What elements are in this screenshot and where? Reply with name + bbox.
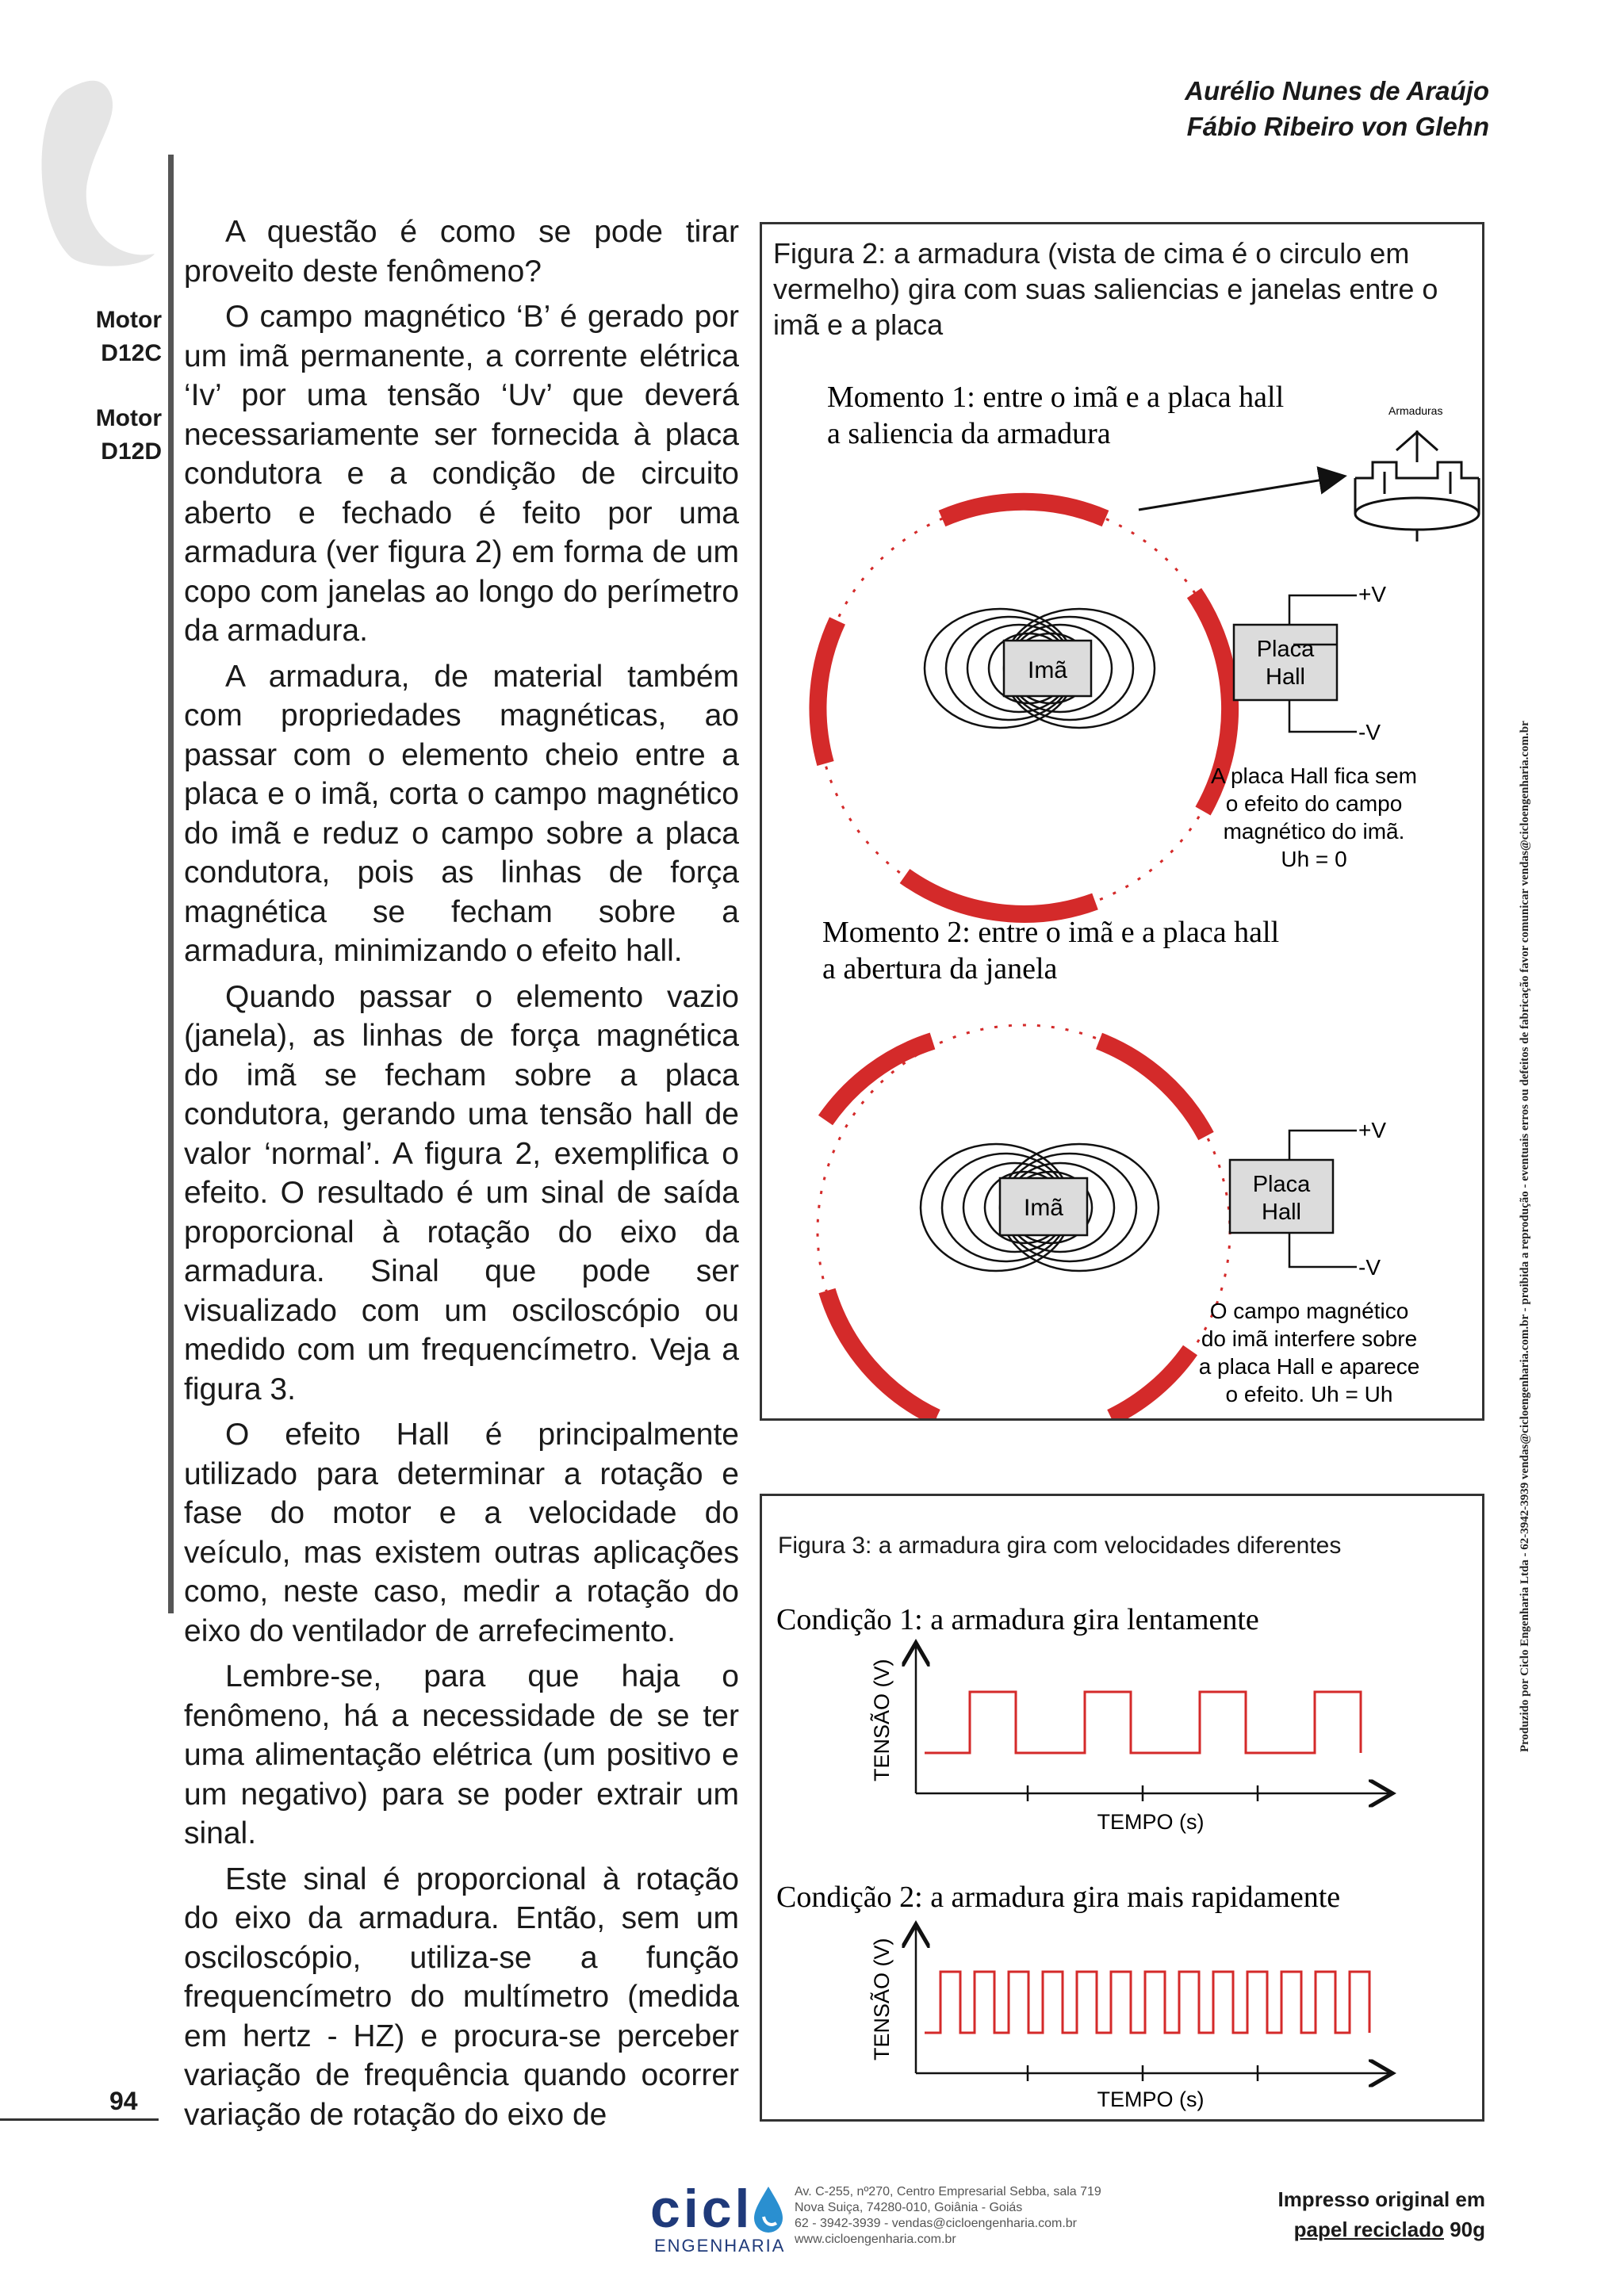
- paragraph: Quando passar o elemento vazio (janela), as linhas de força magnética do imã se fecham sobre a placa condutora, gerando uma tensão hall de valor ‘normal’. A figura 2, exemplifica o efeito. O resultado é um sinal de saída proporcional à rotação do eixo da armadura. Sinal que pode ser visualizado com um osciloscópio ou medido com um frequencímetro. Veja a figura 3.: [184, 979, 739, 1406]
- vminus-label: -V: [1358, 720, 1381, 744]
- vertical-bar: [168, 155, 174, 1613]
- slow-square-wave: [925, 1692, 1361, 1753]
- motor-label-text: D12C: [101, 340, 162, 366]
- paragraph: A questão é como se pode tirar proveito deste fenômeno?: [184, 215, 739, 289]
- note-line: Uh = 0: [1281, 847, 1347, 871]
- logo-text: cicl: [650, 2179, 753, 2239]
- armature-cup-icon: [1355, 430, 1479, 541]
- note-line: o efeito. Uh = Uh: [1225, 1382, 1393, 1406]
- condition1-title: Condição 1: a armadura gira lentamente: [776, 1603, 1259, 1636]
- printed-note: [1277, 2184, 1485, 2244]
- moment1-title: Momento 1: entre o imã e a placa hall: [827, 381, 1285, 414]
- motor-label-text: Motor: [95, 307, 162, 333]
- moment2-title: Momento 2: entre o imã e a placa hall: [822, 916, 1280, 949]
- y-axis-label: TENSÃO (V): [870, 1659, 894, 1781]
- vplus-label: +V: [1358, 1118, 1387, 1142]
- moment2-subtitle: a abertura da janela: [822, 952, 1058, 985]
- hall-plate-label: Hall: [1262, 1200, 1301, 1225]
- motor-label-text: Motor: [95, 405, 162, 431]
- note-line: o efeito do campo: [1225, 791, 1403, 816]
- vminus-label: -V: [1358, 1255, 1381, 1280]
- printed-recycled: papel reciclado: [1293, 2218, 1444, 2241]
- figure-3-diagram: [762, 1496, 1482, 2119]
- condition2-title: Condição 2: a armadura gira mais rapidamente: [776, 1881, 1341, 1914]
- address-line: Nova Suiça, 74280-010, Goiânia - Goiás: [795, 2201, 1023, 2214]
- paragraph: Este sinal é proporcional à rotação do eixo da armadura. Então, sem um osciloscópio, utiliza-se a função frequencímetro do multímetro (medida em hertz - HZ) e procura-se perceber variação de frequência quando ocorrer variação de rotação do eixo de: [184, 1862, 739, 2132]
- motor-label-d12d: [96, 402, 162, 469]
- x-axis-label: TEMPO (s): [1097, 1810, 1205, 1834]
- page-number-rule: [0, 2118, 159, 2121]
- author-name: Aurélio Nunes de Araújo: [1185, 76, 1489, 105]
- vertical-copyright-note: Produzido por Ciclo Engenharia Ltda - 62-3942-3939 vendas@cicloengenharia.com.br - proibida a reprodução - eventuais erros ou defeitos de fabricação favor comunicar vendas@cicloengenharia.com.br: [1519, 721, 1531, 1752]
- moment1-subtitle: a saliencia da armadura: [827, 417, 1111, 450]
- wire: [1289, 1131, 1357, 1160]
- figure-3-caption: Figura 3: a armadura gira com velocidades diferentes: [778, 1533, 1342, 1559]
- note-2: [1199, 1299, 1420, 1406]
- address-line: Av. C-255, nº270, Centro Empresarial Sebba, sala 719: [795, 2185, 1101, 2198]
- author-name: Fábio Ribeiro von Glehn: [1186, 112, 1489, 141]
- page-number: 94: [109, 2087, 138, 2115]
- magnet-label: Imã: [1023, 1195, 1064, 1221]
- fast-square-wave: [925, 1972, 1369, 2033]
- note-1: [1211, 763, 1417, 871]
- company-address: [795, 2184, 1101, 2248]
- figure-3: [760, 1494, 1484, 2122]
- vplus-label: +V: [1358, 582, 1387, 607]
- body-text: [184, 212, 739, 2141]
- address-line: 62 - 3942-3939 - vendas@cicloengenharia.com.br: [795, 2217, 1078, 2230]
- address-line: www.cicloengenharia.com.br: [795, 2233, 956, 2246]
- paragraph: O efeito Hall é principalmente utilizado para determinar a rotação e fase do motor e a velocidade do veículo, mas existem outras aplicações como, neste caso, medir a rotação do eixo do ventilador de arrefecimento.: [184, 1418, 739, 1648]
- water-drop-icon: [753, 2185, 784, 2234]
- printed-weight: 90g: [1443, 2218, 1485, 2241]
- motor-label-text: D12D: [101, 438, 162, 465]
- authors: [1185, 73, 1489, 144]
- figure-2-diagram: [762, 224, 1482, 1418]
- ciclo-logo: [650, 2179, 784, 2239]
- note-line: do imã interfere sobre: [1201, 1326, 1418, 1351]
- hall-plate-label: Placa: [1256, 637, 1315, 662]
- watermark-logo: [24, 71, 167, 277]
- note-line: magnético do imã.: [1223, 819, 1405, 844]
- paragraph: A armadura, de material também com propriedades magnéticas, ao passar com o elemento cheio entre a placa e o imã, corta o campo magnético do imã e reduz o campo sobre a placa condutora, pois as linhas de força magnética se fecham sobre a armadura, minimizando o efeito hall.: [184, 659, 739, 968]
- magnet-label: Imã: [1027, 657, 1068, 683]
- wire: [1289, 700, 1357, 732]
- paragraph: O campo magnético ‘B’ é gerado por um imã permanente, a corrente elétrica ‘Iv’ por uma tensão ‘Uv’ que deverá necessariamente ser fornecida à placa condutora e a condição de circuito aberto e fechado é feito por uma armadura (ver figura 2) em forma de um copo com janelas ao longo do perímetro da armadura.: [184, 300, 739, 648]
- paragraph: Lembre-se, para que haja o fenômeno, há a necessidade de se ter uma alimentação elétrica (um positivo e um negativo) para se poder extrair um sinal.: [184, 1659, 739, 1850]
- figure-2: [760, 222, 1484, 1421]
- y-axis-label: TENSÃO (V): [870, 1938, 894, 2061]
- armaduras-label: Armaduras: [1388, 404, 1443, 417]
- figure-2-caption: Figura 2: a armadura (vista de cima é o circulo em vermelho) gira com suas saliencias e janelas entre o imã e a placa: [773, 237, 1438, 341]
- logo-subtitle: ENGENHARIA: [654, 2236, 786, 2256]
- pointer-arrow: [1139, 476, 1342, 510]
- x-axis-label: TEMPO (s): [1097, 2087, 1205, 2111]
- hall-plate-label: Hall: [1266, 664, 1305, 690]
- note-line: A placa Hall fica sem: [1211, 763, 1417, 788]
- note-line: a placa Hall e aparece: [1198, 1354, 1420, 1379]
- motor-label-d12c: [96, 304, 162, 370]
- wire: [1289, 1233, 1357, 1267]
- printed-line: Impresso original em: [1277, 2187, 1485, 2211]
- note-line: O campo magnético: [1209, 1299, 1409, 1323]
- hall-plate-label: Placa: [1252, 1172, 1311, 1197]
